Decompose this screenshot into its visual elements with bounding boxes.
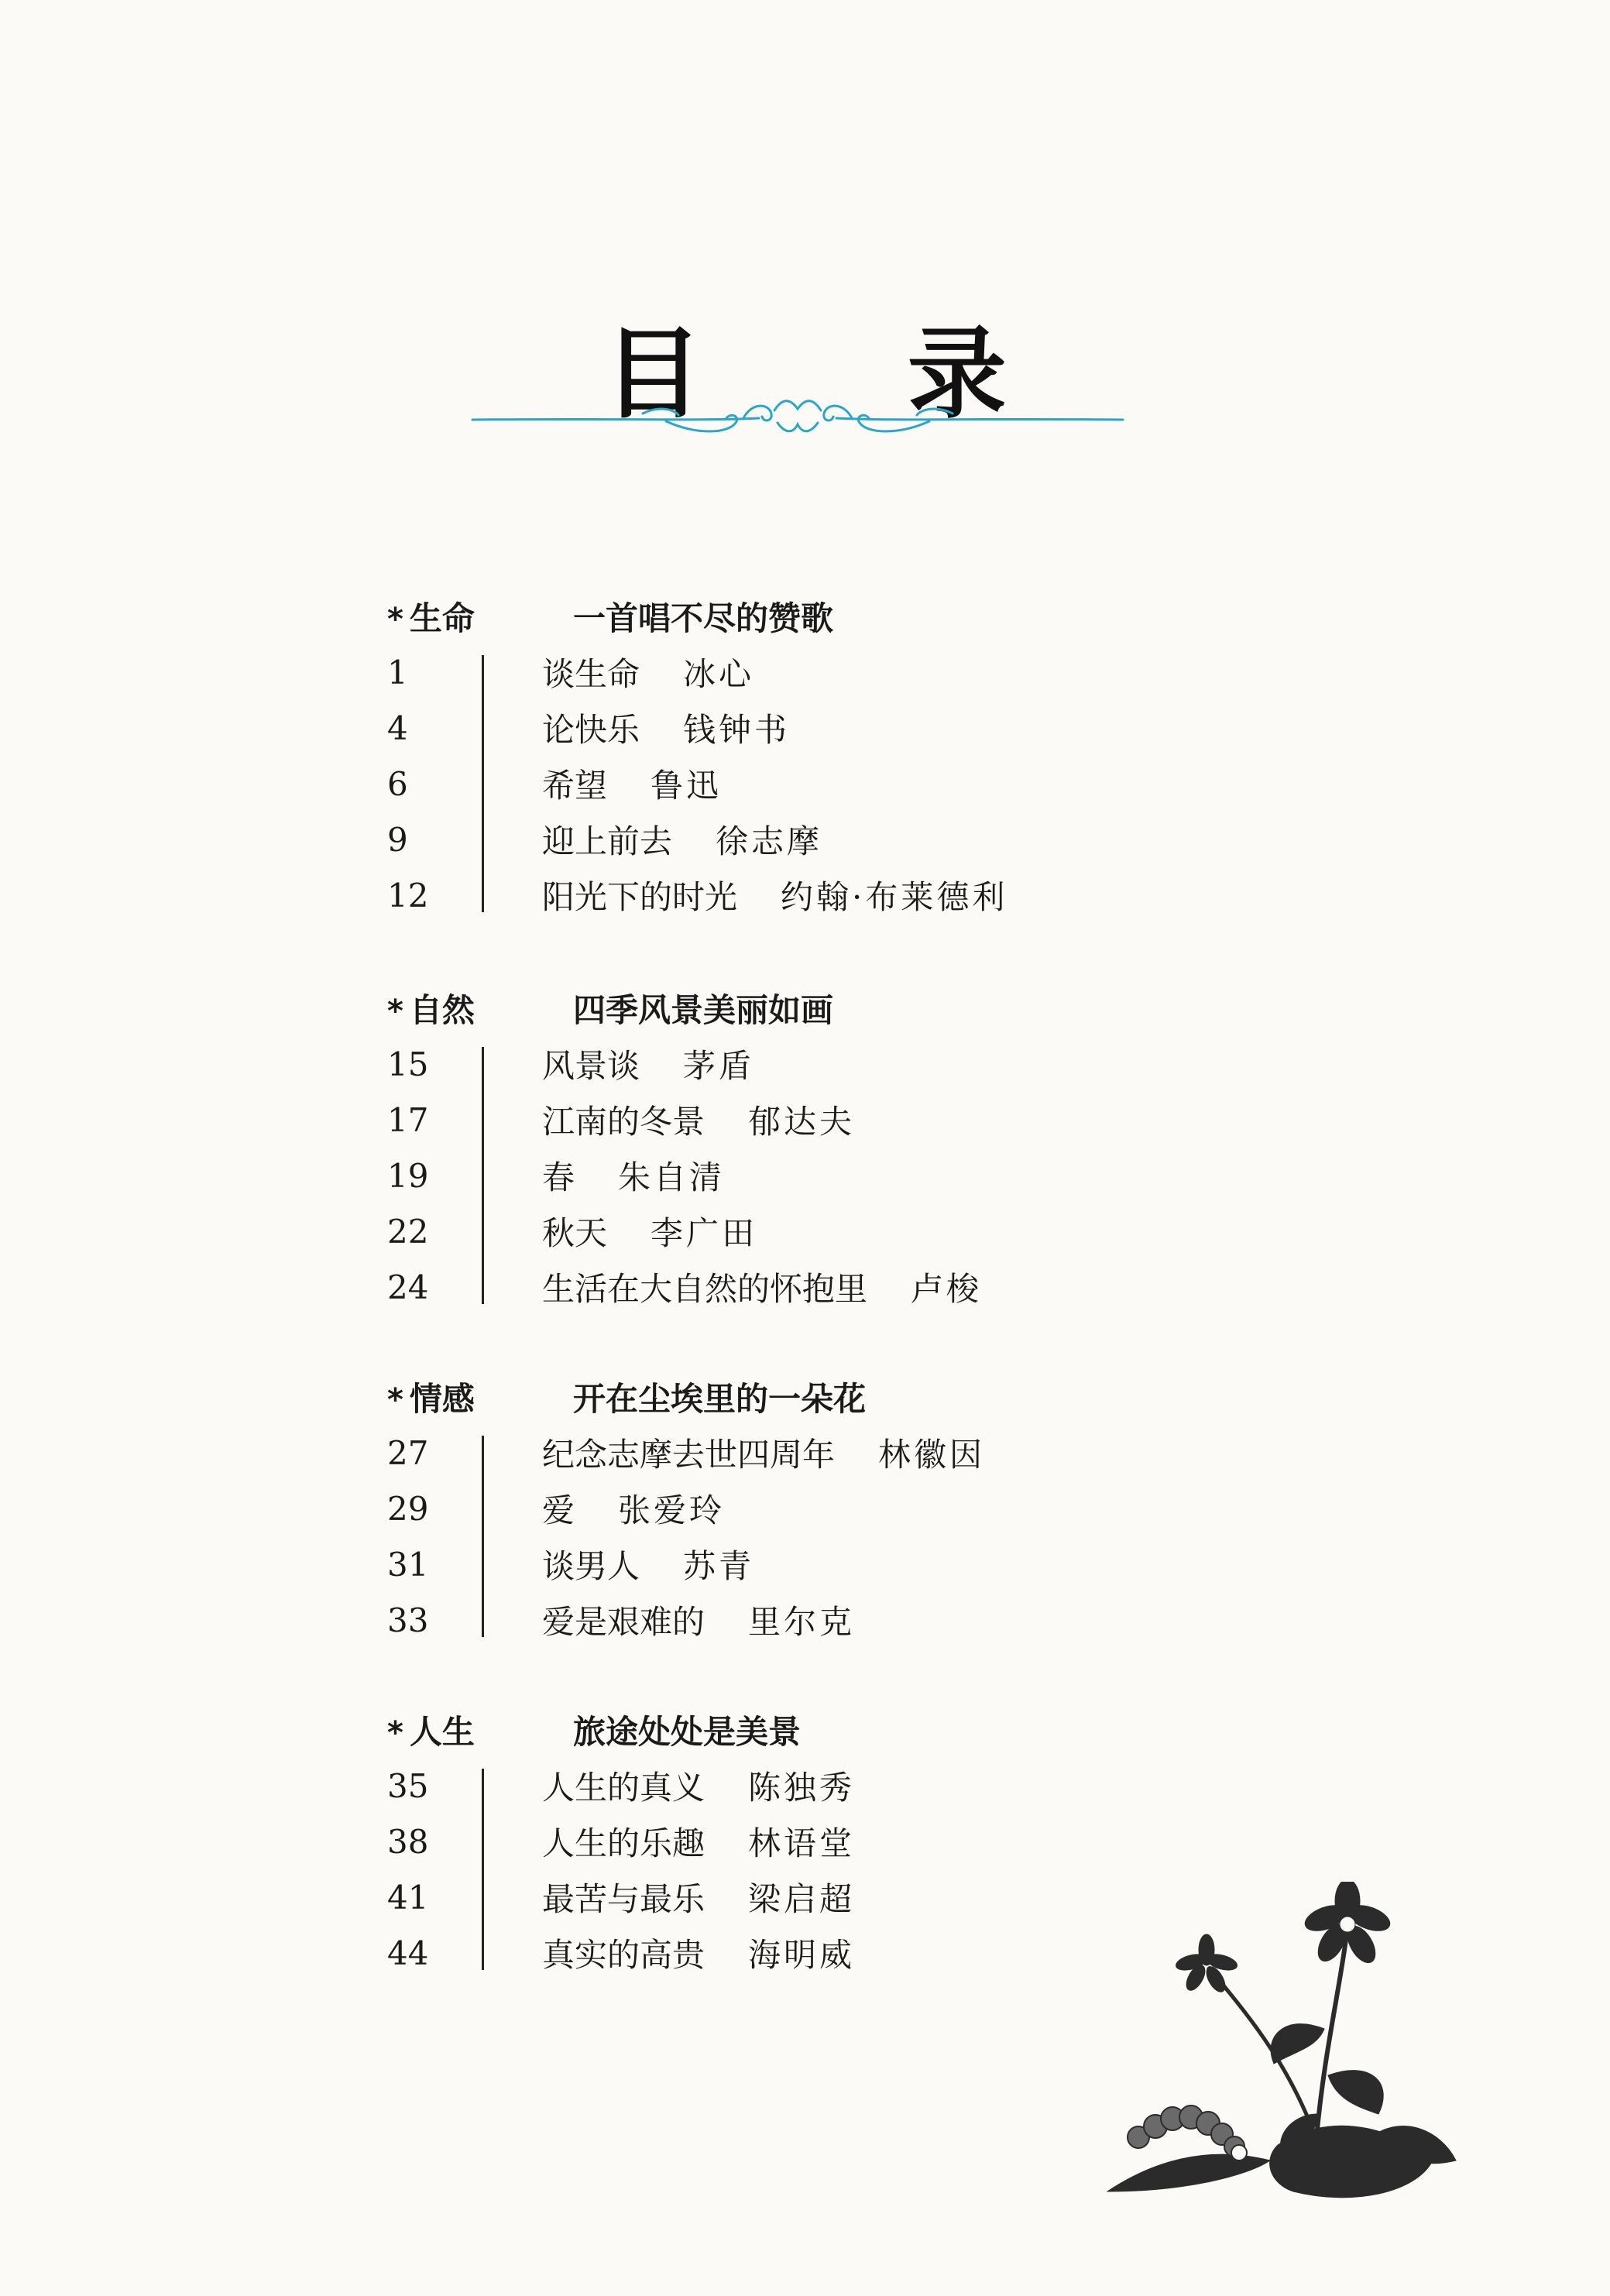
page-number: 15 <box>387 1045 429 1083</box>
essay-title: 江南的冬景 <box>542 1103 705 1141</box>
essay-author: 约翰·布莱德利 <box>781 878 1008 916</box>
page-number: 22 <box>387 1212 429 1251</box>
essay-title: 风景谈 <box>542 1047 640 1085</box>
toc-entry[interactable] <box>387 1036 1316 1092</box>
essay-title: 生活在大自然的怀抱里 <box>542 1270 868 1308</box>
essay-title: 真实的高贵 <box>542 1936 705 1974</box>
section-heading: 四季风景美丽如画 <box>573 991 834 1029</box>
page-number: 35 <box>387 1766 429 1805</box>
entry-list <box>387 1036 1316 1315</box>
toc-entry[interactable] <box>387 1481 1316 1536</box>
section-heading: 开在尘埃里的一朵花 <box>573 1380 867 1418</box>
entry-list <box>387 644 1316 923</box>
star-icon: * <box>387 602 403 637</box>
essay-author: 苏青 <box>683 1547 755 1585</box>
essay-title: 爱是艰难的 <box>542 1603 705 1641</box>
page-number: 1 <box>387 653 408 692</box>
essay-title: 迎上前去 <box>542 822 673 860</box>
essay-author: 郁达夫 <box>748 1103 856 1141</box>
essay-author: 里尔克 <box>748 1603 856 1641</box>
flower-and-caterpillar-icon <box>1092 1882 1464 2207</box>
toc-entry[interactable] <box>387 644 1316 700</box>
section-header <box>387 1369 1316 1425</box>
essay-title: 最苦与最乐 <box>542 1880 705 1918</box>
essay-title: 论快乐 <box>542 711 640 749</box>
page-number: 38 <box>387 1822 429 1861</box>
section-heading: 一首唱不尽的赞歌 <box>573 599 834 637</box>
section-header <box>387 980 1316 1036</box>
toc-entry[interactable] <box>387 1814 1316 1869</box>
essay-title: 爱 <box>542 1491 575 1529</box>
essay-author: 鲁迅 <box>651 767 723 805</box>
title-ornament-icon <box>465 387 1131 449</box>
toc-section-nature <box>387 980 1316 1315</box>
page-number: 12 <box>387 876 429 915</box>
page-number: 24 <box>387 1268 429 1306</box>
essay-author: 茅盾 <box>683 1047 755 1085</box>
page-number: 27 <box>387 1433 429 1472</box>
entry-list <box>387 1425 1316 1648</box>
essay-author: 海明威 <box>748 1936 856 1974</box>
toc-entry[interactable] <box>387 700 1316 756</box>
toc-entry[interactable] <box>387 1148 1316 1203</box>
essay-author: 林徽因 <box>878 1436 986 1474</box>
essay-author: 梁启超 <box>748 1880 856 1918</box>
divider <box>482 1769 484 1970</box>
toc-entry[interactable] <box>387 1259 1316 1315</box>
essay-author: 陈独秀 <box>748 1769 856 1807</box>
toc-entry[interactable] <box>387 1592 1316 1648</box>
essay-author: 林语堂 <box>748 1824 856 1862</box>
divider <box>482 655 484 912</box>
toc-entry[interactable] <box>387 812 1316 867</box>
essay-title: 人生的乐趣 <box>542 1824 705 1862</box>
section-theme: * 情感 <box>387 1380 475 1418</box>
page-number: 4 <box>387 709 408 747</box>
star-icon: * <box>387 1715 403 1751</box>
essay-author: 朱自清 <box>618 1158 726 1196</box>
section-theme: * 人生 <box>387 1713 475 1751</box>
toc-section-life <box>387 589 1316 923</box>
essay-author: 钱钟书 <box>683 711 791 749</box>
essay-title: 谈生命 <box>542 655 640 693</box>
essay-author: 徐志摩 <box>716 822 823 860</box>
essay-title: 阳光下的时光 <box>542 878 738 916</box>
toc-entry[interactable] <box>387 867 1316 923</box>
section-header <box>387 589 1316 644</box>
page-number: 6 <box>387 764 408 803</box>
toc-entry[interactable] <box>387 1092 1316 1148</box>
essay-title: 春 <box>542 1158 575 1196</box>
page-number: 19 <box>387 1156 429 1195</box>
section-heading: 旅途处处是美景 <box>573 1713 802 1751</box>
toc-entry[interactable] <box>387 1203 1316 1259</box>
section-theme: * 自然 <box>387 991 475 1029</box>
toc-entry[interactable] <box>387 756 1316 812</box>
section-theme: * 生命 <box>387 599 475 637</box>
essay-author: 李广田 <box>651 1214 758 1252</box>
page-number: 29 <box>387 1489 429 1528</box>
star-icon: * <box>387 1382 403 1418</box>
page-number: 9 <box>387 820 408 859</box>
essay-title: 秋天 <box>542 1214 608 1252</box>
toc-entry[interactable] <box>387 1425 1316 1481</box>
page-title: 目 录 <box>603 317 1092 432</box>
page-number: 33 <box>387 1601 429 1639</box>
page-number: 41 <box>387 1878 429 1917</box>
divider <box>482 1436 484 1637</box>
toc-section-emotion <box>387 1369 1316 1648</box>
essay-author: 卢梭 <box>911 1270 983 1308</box>
page-number: 31 <box>387 1545 429 1584</box>
page-number: 17 <box>387 1100 429 1139</box>
divider <box>482 1047 484 1304</box>
essay-title: 人生的真义 <box>542 1769 705 1807</box>
essay-author: 张爱玲 <box>618 1491 726 1529</box>
essay-author: 冰心 <box>683 655 755 693</box>
page-number: 44 <box>387 1934 429 1972</box>
essay-title: 希望 <box>542 767 608 805</box>
section-header <box>387 1702 1316 1758</box>
toc-entry[interactable] <box>387 1536 1316 1592</box>
essay-title: 谈男人 <box>542 1547 640 1585</box>
toc-entry[interactable] <box>387 1758 1316 1814</box>
star-icon: * <box>387 994 403 1029</box>
essay-title: 纪念志摩去世四周年 <box>542 1436 836 1474</box>
